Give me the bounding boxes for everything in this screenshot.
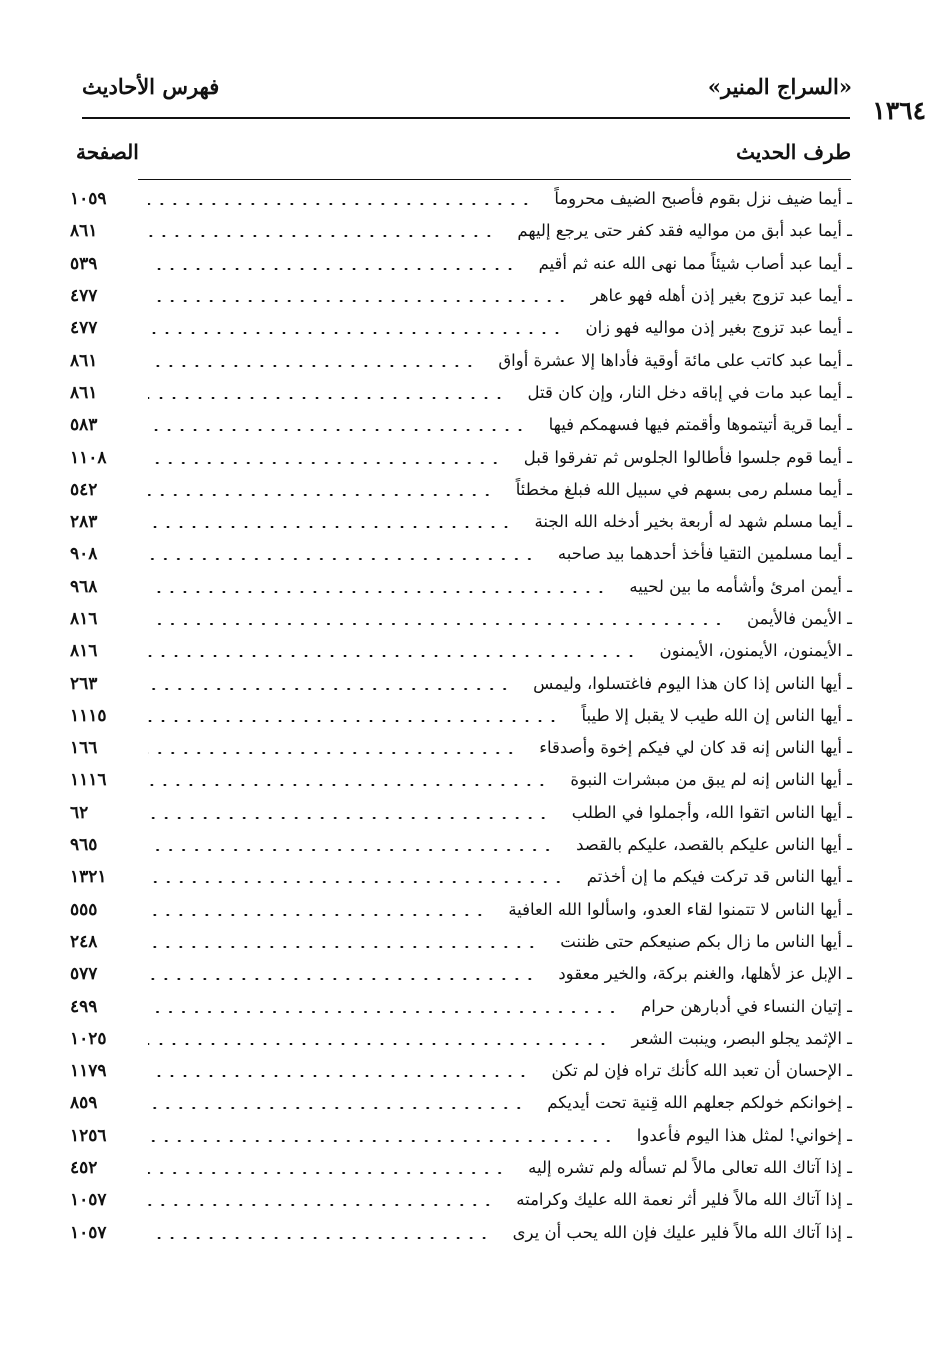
index-entry <box>70 667 852 699</box>
index-entry <box>70 183 852 215</box>
index-entry <box>70 248 852 280</box>
hadith-text: ـ أيها الناس إذا كان هذا اليوم فاغتسلوا، وليمس <box>533 673 852 693</box>
index-entry <box>70 538 852 570</box>
index-entry <box>70 571 852 603</box>
hadith-text: ـ أيما عبد أصاب شيئاً مما نهى الله عنه ثم أقيم <box>538 253 852 273</box>
hadith-text: ـ أيها الناس عليكم بالقصد، عليكم بالقصد <box>576 835 852 855</box>
dot-leader <box>148 1011 619 1013</box>
dot-leader <box>148 655 638 657</box>
page-ref: ٥٥٥ <box>70 899 98 920</box>
index-entry <box>70 829 852 861</box>
index-entry <box>70 958 852 990</box>
hadith-text: ـ الأيمن فالأيمن <box>746 609 852 628</box>
page-ref: ٢٦٣ <box>70 673 98 694</box>
hadith-text: ـ أيها الناس اتقوا الله، وأجملوا في الطلب <box>571 802 852 822</box>
page-ref: ٨٦١ <box>70 382 98 403</box>
page-ref: ٩٦٥ <box>70 835 98 856</box>
index-entry <box>70 732 852 764</box>
dot-leader <box>148 429 527 431</box>
page-ref: ٥٧٧ <box>70 964 98 985</box>
hadith-text: ـ الإثمد يجلو البصر، وينبت الشعر <box>631 1028 852 1048</box>
hadith-text: ـ أيها الناس قد تركت فيكم ما إن أخذتم <box>586 867 852 887</box>
page-ref: ٩٦٨ <box>70 576 98 597</box>
page-ref: ١٠٥٧ <box>70 1190 107 1211</box>
dot-leader <box>148 881 565 883</box>
dot-leader <box>148 1237 491 1239</box>
page-ref: ٢٨٣ <box>70 512 98 533</box>
hadith-text: ـ إتيان النساء في أدبارهن حرام <box>641 996 852 1016</box>
index-entry <box>70 506 852 538</box>
page-ref: ٥٨٣ <box>70 415 98 436</box>
dot-leader <box>148 558 536 560</box>
page-ref: ٩٠٨ <box>70 544 98 565</box>
dot-leader <box>148 1204 494 1206</box>
hadith-text: ـ أيها الناس إنه لم يبق من مبشرات النبوة <box>570 770 852 790</box>
hadith-text: ـ إخوانكم خولكم جعلهم الله قِنية تحت أيديكم <box>547 1093 852 1113</box>
page-ref: ١٠٢٥ <box>70 1028 107 1049</box>
index-entry <box>70 1087 852 1119</box>
hadith-text: ـ أيما مسلم شهد له أربعة بخير أدخله الله الجنة <box>534 512 852 532</box>
page-ref: ٨١٦ <box>70 609 98 629</box>
page-number: ١٣٦٤ <box>872 96 926 125</box>
index-entry <box>70 894 852 926</box>
index-entry <box>70 280 852 312</box>
index-entry <box>70 377 852 409</box>
dot-leader <box>148 1107 525 1109</box>
index-entry <box>70 603 852 635</box>
hadith-text: ـ إذا آتاك الله مالاً فلير عليك فإن الله يحب أن يرى <box>512 1222 852 1242</box>
dot-leader <box>148 817 550 819</box>
page-ref: ١٠٥٧ <box>70 1222 107 1243</box>
index-entry <box>70 635 852 667</box>
dot-leader <box>148 494 494 496</box>
page-ref: ٢٤٨ <box>70 931 98 952</box>
hadith-text: ـ إذا آتاك الله مالاً فلير أثر نعمة الله عليك وكرامته <box>516 1190 852 1210</box>
hadith-text: ـ إخواني! لمثل هذا اليوم فأعدوا <box>636 1125 852 1145</box>
page-ref: ٨٦١ <box>70 350 98 371</box>
hadith-text: ـ أيما قرية أتيتموها وأقمتم فيها فسهمكم فيها <box>548 415 852 435</box>
page-ref: ٤٩٩ <box>70 996 98 1017</box>
dot-leader <box>148 332 563 334</box>
index-entry <box>70 409 852 441</box>
dot-leader <box>148 784 548 786</box>
dot-leader <box>148 526 513 528</box>
page-column-header: الصفحة <box>76 140 139 164</box>
page-ref: ١١٧٩ <box>70 1061 107 1082</box>
hadith-text: ـ أيها الناس لا تتمنوا لقاء العدو، واسألوا الله العافية <box>508 899 852 919</box>
page-ref: ٤٧٧ <box>70 286 98 307</box>
index-entry <box>70 990 852 1022</box>
hadith-text: ـ إذا آتاك الله تعالى مالاً لم تسأله ولم تشره إليه <box>528 1158 852 1178</box>
page-ref: ١١١٦ <box>70 770 107 791</box>
hadith-index-list <box>70 183 852 1249</box>
page-ref: ٨١٦ <box>70 641 98 662</box>
page-ref: ٥٤٢ <box>70 479 98 500</box>
index-entry <box>70 215 852 247</box>
dot-leader <box>148 720 560 722</box>
page-ref: ٨٦١ <box>70 221 98 242</box>
dot-leader <box>148 1043 609 1045</box>
dot-leader <box>148 462 502 464</box>
dot-leader <box>148 300 569 302</box>
index-entry <box>70 1217 852 1249</box>
hadith-text: ـ أيما مسلمين التقيا فأخذ أحدهما بيد صاحبه <box>557 544 852 564</box>
header-rule <box>82 117 850 119</box>
index-entry <box>70 797 852 829</box>
column-headers <box>76 140 851 174</box>
hadith-text: ـ الأيمنون، الأيمنون، الأيمنون <box>659 641 852 661</box>
hadith-text: ـ أيها الناس إن الله طيب لا يقبل إلا طيباً <box>581 705 852 725</box>
dot-leader <box>148 914 486 916</box>
dot-leader <box>148 203 532 205</box>
index-entry <box>70 1023 852 1055</box>
page-ref: ١٦٦ <box>70 738 98 759</box>
dot-leader <box>148 752 517 754</box>
hadith-column-header: طرف الحديث <box>736 140 851 164</box>
page-ref: ٨٥٩ <box>70 1093 98 1114</box>
hadith-text: ـ أيما عبد كاتب على مائة أوقية فأداها إلا عشرة أواق <box>498 350 852 370</box>
hadith-text: ـ الإبل عز لأهلها، والغنم بركة، والخير معقود <box>558 964 852 984</box>
page-ref: ١٠٥٩ <box>70 189 107 210</box>
index-entry <box>70 1120 852 1152</box>
index-entry <box>70 474 852 506</box>
dot-leader <box>148 591 607 593</box>
running-header <box>82 74 852 108</box>
book-title: «السراج المنير» <box>707 74 852 99</box>
index-entry <box>70 1055 852 1087</box>
dot-leader <box>148 1075 529 1077</box>
hadith-text: ـ الإحسان أن تعبد الله كأنك تراه فإن لم تكن <box>551 1061 852 1081</box>
hadith-text: ـ أيما عبد مات في إباقه دخل النار، وإن كان قتل <box>527 382 852 402</box>
index-title: فهرس الأحاديث <box>82 74 220 99</box>
dot-leader <box>148 268 517 270</box>
index-entry <box>70 861 852 893</box>
hadith-text: ـ أيما عبد تزوج بغير إذن أهله فهو عاهر <box>590 286 852 306</box>
page-ref: ٦٢ <box>70 802 89 823</box>
dot-leader <box>148 849 554 851</box>
column-header-rule <box>138 179 851 180</box>
dot-leader <box>148 365 476 367</box>
hadith-text: ـ أيها الناس ما زال بكم صنيعكم حتى ظننت <box>560 931 852 951</box>
page-ref: ٥٣٩ <box>70 253 98 274</box>
dot-leader <box>148 978 536 980</box>
dot-leader <box>148 623 725 625</box>
dot-leader <box>148 235 495 237</box>
hadith-text: ـ أيها الناس إنه قد كان لي فيكم إخوة وأصدقاء <box>539 738 852 758</box>
hadith-text: ـ أيما عبد أبق من مواليه فقد كفر حتى يرجع إليهم <box>517 221 852 241</box>
hadith-text: ـ أيما قوم جلسوا فأطالوا الجلوس ثم تفرقوا قبل <box>523 447 852 467</box>
page-ref: ١٢٥٦ <box>70 1125 107 1146</box>
hadith-text: ـ أيمن امرئ وأشأمه ما بين لحييه <box>629 576 852 596</box>
page-ref: ١١٠٨ <box>70 447 107 468</box>
index-entry <box>70 1152 852 1184</box>
index-entry <box>70 441 852 473</box>
page-ref: ٤٥٢ <box>70 1158 98 1179</box>
dot-leader <box>148 397 506 399</box>
index-entry <box>70 344 852 376</box>
hadith-text: ـ أيما عبد تزوج بغير إذن مواليه فهو زان <box>585 318 852 338</box>
page-ref: ١٣٢١ <box>70 867 107 888</box>
dot-leader <box>148 688 511 690</box>
dot-leader <box>148 1140 615 1142</box>
page-ref: ٤٧٧ <box>70 318 98 339</box>
index-entry <box>70 700 852 732</box>
hadith-text: ـ أيما مسلم رمى بسهم في سبيل الله فبلغ مخطئاً <box>515 479 852 499</box>
index-entry <box>70 312 852 344</box>
page-ref: ١١١٥ <box>70 705 107 726</box>
index-entry <box>70 1184 852 1216</box>
dot-leader <box>148 1172 506 1174</box>
index-entry <box>70 926 852 958</box>
dot-leader <box>148 946 538 948</box>
index-entry <box>70 764 852 796</box>
hadith-text: ـ أيما ضيف نزل بقوم فأصبح الضيف محروماً <box>554 189 852 209</box>
